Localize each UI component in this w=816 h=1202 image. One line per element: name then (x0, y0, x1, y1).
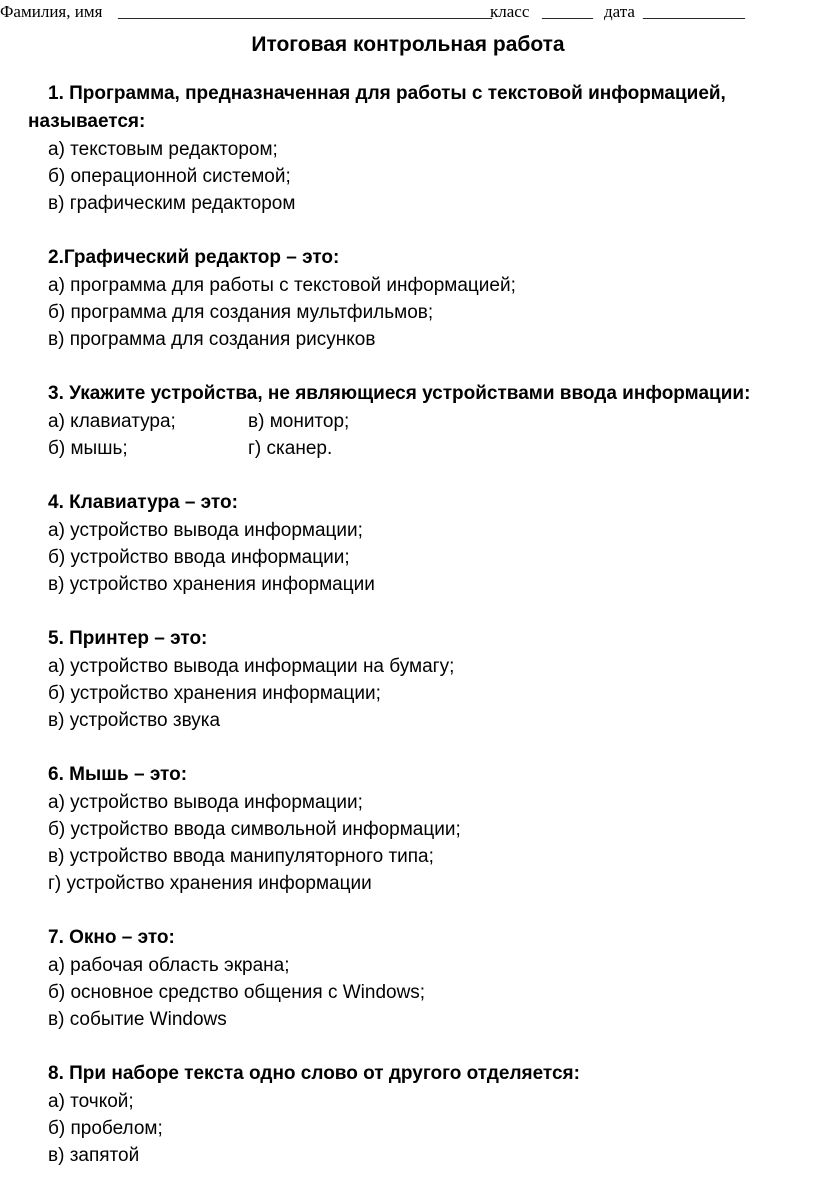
answer-option: а) рабочая область экрана; (48, 955, 290, 976)
name-label: Фамилия, имя (0, 2, 103, 21)
answer-option: а) устройство вывода информации; (48, 520, 363, 541)
questions-list (28, 80, 788, 1196)
question-text: 1. Программа, предназначенная для работы с текстовой информацией, называется: (28, 83, 726, 132)
class-label: класс (490, 2, 530, 21)
answer-option: в) монитор; (248, 411, 350, 432)
answer-option: в) запятой (48, 1145, 140, 1166)
answer-option: а) программа для работы с текстовой информацией; (48, 275, 516, 296)
answer-option: а) текстовым редактором; (48, 139, 278, 160)
answer-option: б) устройство хранения информации; (48, 683, 381, 704)
question-text: 5. Принтер – это: (48, 628, 208, 649)
answer-option: в) графическим редактором (48, 193, 296, 214)
answer-option: б) программа для создания мультфильмов; (48, 302, 434, 323)
question-8 (28, 1060, 788, 1169)
answer-option: в) событие Windows (48, 1009, 227, 1030)
answer-option: г) сканер. (248, 438, 333, 459)
question-6 (28, 761, 788, 897)
answer-option: а) точкой; (48, 1091, 134, 1112)
class-field-line[interactable]: ______ (542, 2, 593, 21)
question-3 (28, 380, 788, 462)
question-7 (28, 924, 788, 1033)
question-text: 4. Клавиатура – это: (48, 492, 238, 513)
page-title: Итоговая контрольная работа (251, 33, 565, 56)
answer-option: б) операционной системой; (48, 166, 291, 187)
student-info-header (0, 2, 816, 26)
answer-option: в) устройство ввода манипуляторного типа; (48, 846, 434, 867)
answer-option: б) мышь; (48, 438, 128, 459)
question-5 (28, 625, 788, 734)
answer-option: б) пробелом; (48, 1118, 163, 1139)
answer-option: б) устройство ввода символьной информации; (48, 819, 461, 840)
answer-option: б) устройство ввода информации; (48, 547, 350, 568)
question-text: 7. Окно – это: (48, 927, 175, 948)
date-field-line[interactable]: ____________ (643, 2, 745, 21)
name-field-line[interactable]: ____________________________________________ (118, 2, 492, 21)
question-text: 8. При наборе текста одно слово от другого отделяется: (48, 1063, 580, 1084)
answer-row (28, 408, 788, 435)
answer-option: в) программа для создания рисунков (48, 329, 376, 350)
answer-option: в) устройство хранения информации (48, 574, 375, 595)
date-label: дата (604, 2, 635, 21)
question-text: 2.Графический редактор – это: (48, 247, 340, 268)
answer-option: в) устройство звука (48, 710, 221, 731)
answer-option: а) устройство вывода информации; (48, 792, 363, 813)
answer-option: а) устройство вывода информации на бумагу; (48, 656, 455, 677)
answer-option: а) клавиатура; (48, 411, 176, 432)
answer-option: б) основное средство общения с Windows; (48, 982, 426, 1003)
answer-row (28, 435, 788, 462)
question-4 (28, 489, 788, 598)
question-text: 6. Мышь – это: (48, 764, 188, 785)
answer-option: г) устройство хранения информации (48, 873, 372, 894)
question-2 (28, 244, 788, 353)
question-text: 3. Укажите устройства, не являющиеся устройствами ввода информации: (48, 383, 751, 404)
question-1 (28, 80, 788, 217)
